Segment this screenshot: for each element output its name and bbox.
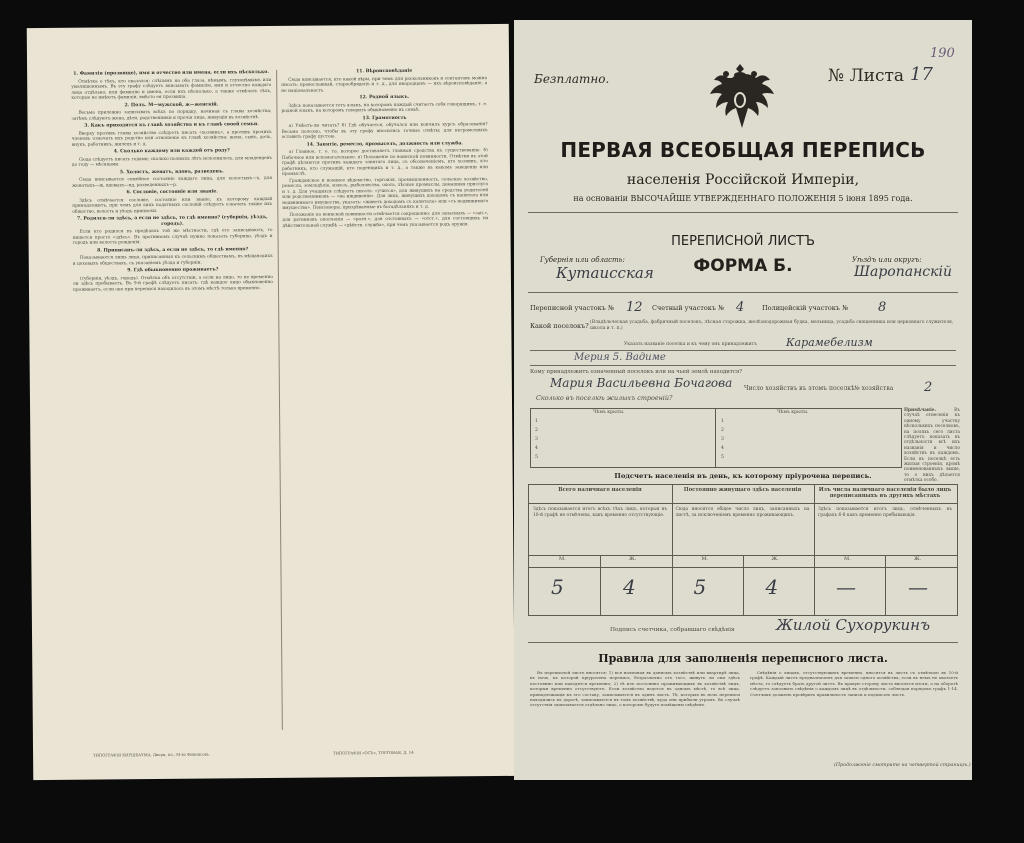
census-area-label: Переписной участокъ №	[530, 304, 615, 312]
district-label: Уѣздъ или округъ:	[852, 256, 922, 264]
building-row-number: 4	[535, 446, 538, 451]
right-footer-imprint: ТИПОГРАФІЯ «ОСЪ», ТОРГОВАЯ, Д. 14	[333, 749, 414, 756]
section-text: а) Главное, т. е. то, которое доставляетъ главныя средства къ существованію. б) Побочное или вспомогательное. в) Положеніе по воинской повинности. Отмѣтки въ этой графѣ дѣлаются противъ каждаго занятаго лица, съ обозначеніемъ, кто хозяинъ, кто работникъ, кто служащій, кто поденщикъ и т. д., а также въ какомъ заведеніи или промыслѣ.	[281, 148, 488, 177]
count-col-desc: Сюда вносится общее число лицъ, записанныхъ на листѣ, за исключеніемъ временно проживающихъ.	[675, 507, 810, 518]
rules-column-2	[750, 670, 958, 762]
settlement-line-2: Мерия 5. Вадиме	[574, 352, 666, 363]
section-heading: 14. Занятіе, ремесло, промыселъ, должность или служба.	[306, 140, 463, 148]
section-text: Гражданское и военное вѣдомство, торговля, промышленность, сельское хозяйство, ремесла, земледѣліе, извозъ, рыболовство, охота, лѣсные промыслы, домашняя прислуга и т. д. Для учащихся слѣдуетъ писать: «учится», для живущихъ на средства родителей или родственниковъ — «на иждивеніи». Для лицъ, живущихъ доходомъ съ капитала или недвижимаго имущества, указать: «живетъ доходомъ съ капитала» или «съ недвижимаго имущества». Пенсіонеры, призрѣваемые въ богадѣльняхъ и т. д.	[282, 176, 489, 211]
section-heading: 13. Грамотность	[362, 115, 407, 121]
rules-text-2: Свѣдѣнія о лицахъ, отсутствующихъ временно, вносятся въ листъ съ отмѣткою въ 10-й графѣ. Каждый листъ предназначенъ для записи одного хозяйства; если въ немъ не хватаетъ мѣста, то слѣдуетъ брать другой листъ. Въ правую сторону листа вносятся итоги, а на оборотѣ слѣдуетъ заполнить свѣдѣнія о каждомъ лицѣ въ отдѣльности, соблюдая порядокъ графъ 1-14. Счетчикъ долженъ провѣрить правильность записи и подписать листъ.	[750, 670, 958, 697]
left-footer-imprint: ТИПОГРАФІЯ КИРШБАУМА, Дворц. пл., М-во Финансовъ.	[93, 751, 211, 758]
section-text: Здѣсь показывается тотъ языкъ, на которомъ каждый считаетъ себя говорящимъ, т. е. родной языкъ, на которомъ говоритъ обыкновенно въ семьѣ.	[281, 101, 488, 114]
count-m-value: 5	[693, 575, 707, 599]
left-column-2	[281, 66, 493, 736]
building-row-number: 2	[721, 428, 724, 433]
note-text: Въ случаѣ отнесенія къ одному участку нѣсколькихъ поселковъ, на поляхъ сего листа слѣдуетъ показать въ отдѣльности всѣ ихъ названія и число хозяйствъ въ каждомъ. Если въ поселкѣ есть жилыя строенія, кромѣ поименованныхъ выше, то о нихъ дѣлается отмѣтка особо.	[904, 408, 960, 484]
count-header: Подсчетъ населенія въ день, къ которому пріурочена перепись.	[614, 472, 872, 480]
section-heading: 8. Приписанъ-ли здѣсь, а если не здѣсь, то гдѣ именно?	[97, 246, 249, 254]
section-text: Сюда вписывается семейное состояніе каждаго лица, для холостыхъ—х, для женатыхъ—ж, вдовыхъ—вд, разведенныхъ—р.	[72, 175, 273, 189]
count-m-label: М.	[559, 556, 566, 562]
rules-title: Правила для заполненія переписного листа.	[598, 652, 888, 665]
building-row-number: 5	[535, 455, 538, 460]
section-text: Если кто родился въ предѣлахъ той же мѣстности, гдѣ его записываютъ, то пишется просто «здѣсь». Въ противномъ случаѣ нужно показать губернію, уѣздъ и городъ или волость рожденія.	[72, 227, 273, 246]
form-title-2: ФОРМА Б.	[693, 256, 793, 276]
police-area-label: Полицейскій участокъ №	[762, 304, 849, 312]
count-f-label: Ж.	[914, 556, 922, 562]
rules-column-1	[530, 670, 740, 770]
settlement-rule-2	[530, 365, 956, 366]
count-col-head: Всего наличнаго населенія	[558, 487, 642, 493]
census-area-value: 12	[626, 300, 643, 315]
settlement-name-hint: Указать названіе поселка и къ чему онъ принадлежитъ	[624, 342, 757, 347]
section-text: Сюда вписывается, кто какой вѣры, при чемъ для раскольниковъ и сектантовъ можно писать: православный, старообрядецъ и т. д., для инородцевъ — ихъ вѣроисповѣданіе, а не національность.	[281, 75, 488, 94]
count-col-head: Постоянно живущаго здѣсь населенія	[683, 487, 802, 493]
count-f-label: Ж.	[771, 556, 779, 562]
section-heading: 11. Вѣроисповѣданіе	[356, 68, 413, 75]
district-value: Шаропанскій	[854, 264, 952, 280]
count-col-desc: Здѣсь показывается итогъ лицъ, отмѣченныхъ въ графахъ 6-8 какъ временно пребывающія.	[818, 507, 952, 518]
form-title-1: ПЕРЕПИСНОЙ ЛИСТЪ	[671, 234, 815, 249]
count-m-value: 5	[551, 575, 564, 599]
count-f-value: —	[908, 575, 928, 599]
owner-label: Кому принадлежитъ означенный поселокъ или на чьей землѣ находится?	[530, 369, 743, 375]
settlement-value: Карамебелизм	[786, 336, 873, 349]
households-label: Число хозяйствъ въ этомъ поселкѣ	[744, 385, 855, 392]
rules-text-1: Въ переписной листъ вносятся: 1) вся наличная въ данномъ хозяйствѣ или квартирѣ лица, въ ночь, къ которой пріурочена перепись, безразлично отъ того, живутъ ли они здѣсь постоянно или находятся временно; 2) тѣ изъ постоянно проживающихъ въ хозяйствѣ лицъ, которыя временно отсутствуютъ. Если хозяйство ведется въ одномъ мѣстѣ, то всѣ лица, принадлежащія къ его составу, записываются въ одинъ листъ. Тѣ, которыя въ ночь переписи находились въ дорогѣ, записываются въ томъ хозяйствѣ, куда они прибыли утромъ. Въ случаѣ отсутствія записывается отдѣльно лицо, о которомъ будутъ помѣщены свѣдѣнія.	[530, 670, 740, 708]
section-text: а) Умѣетъ-ли читать? б) Гдѣ обучается, обучался или кончилъ курсъ образованія? Весьма полезно, чтобы въ эту графу вносились точные отвѣты; для неграмотныхъ оставить графу пустою.	[281, 122, 488, 140]
left-column-1	[71, 68, 277, 738]
sheet-number-label: № Листа	[828, 66, 905, 86]
census-basis: на основаніи ВЫСОЧАЙШЕ УТВЕРЖДЕННАГО ПОЛОЖЕНІЯ 5 іюня 1895 года.	[573, 194, 913, 203]
left-page	[27, 24, 516, 780]
household-number-value: 2	[924, 380, 933, 395]
sheet-number-value: 17	[910, 64, 933, 85]
province-value: Кутаисская	[556, 264, 654, 282]
count-table	[528, 484, 958, 616]
province-label: Губернія или область:	[540, 256, 625, 264]
section-text: (губернія, уѣздъ, городъ). Отмѣтка объ отсутствіи, а если на лицо, то не временно ли здѣсь пребываетъ. Въ 9-й графѣ слѣдуетъ писать: гдѣ каждое лицо обыкновенно проживаетъ, если оно при переписи находилось въ этомъ мѣстѣ только временно.	[72, 274, 273, 293]
section-text: Положеніе по воинской повинности отмѣчается сокращенно: для запасныхъ — «зап.», для ратниковъ ополченія — «ратн.», для отставныхъ — «отст.», для состоящихъ на дѣйствительной службѣ — «дѣйств. служба», при чемъ указывается родъ оружія.	[282, 210, 489, 229]
free-label: Безплатно.	[534, 72, 610, 86]
section-heading: 3. Какъ приходится къ главѣ хозяйства и къ главѣ своей семьи.	[84, 122, 259, 129]
building-row-number: 1	[535, 419, 538, 424]
count-f-value: 4	[623, 575, 636, 599]
imperial-eagle-emblem	[704, 60, 776, 136]
signature-value: Жилой Сухорукинъ	[776, 616, 930, 634]
building-row-number: 5	[721, 455, 724, 460]
settlement-label: Какой поселокъ?	[530, 322, 589, 330]
section-text: Здѣсь отмѣчается сословіе, состояніе или званіе, къ которому каждый принадлежитъ, при чемъ для лицъ податныхъ сословій слѣдуетъ означать также ихъ общество, волость и уѣздъ приписки.	[72, 196, 273, 215]
building-row-number: 2	[535, 428, 538, 433]
count-f-value: 4	[765, 575, 779, 599]
count-f-label: Ж.	[629, 556, 637, 562]
buildings-col-a: Чѣмъ крыты.	[593, 410, 625, 415]
section-heading: 2. Полъ. М—мужской, ж—женскій.	[124, 101, 219, 108]
section-heading: 12. Родной языкъ.	[359, 94, 410, 101]
building-row-number: 1	[721, 419, 724, 424]
section-heading: 9. Гдѣ обыкновенно проживаетъ?	[127, 267, 219, 274]
signature-rule	[528, 642, 958, 643]
location-rule	[528, 292, 958, 293]
census-subtitle: населенія Россійской Имперіи,	[626, 172, 860, 188]
header-rule	[528, 212, 958, 213]
section-heading: 7. Родился-ли здѣсь, а если не здѣсь, то гдѣ именно? (губернія, уѣздъ, городъ).	[76, 215, 268, 227]
settlement-rule	[530, 350, 956, 351]
count-m-value: —	[836, 575, 856, 599]
building-row-number: 4	[721, 446, 724, 451]
section-heading: 5. Холостъ, женатъ, вдовъ, разведенъ.	[119, 168, 225, 175]
section-text: Показываются лишь лица, приписанныя къ сельскимъ обществамъ, въ мѣщанскихъ и цеховыхъ обществахъ, съ указаніемъ уѣзда и губерніи.	[72, 253, 273, 267]
census-title: ПЕРВАЯ ВСЕОБЩАЯ ПЕРЕПИСЬ	[560, 138, 926, 162]
police-area-value: 8	[878, 300, 887, 315]
counting-area-value: 4	[736, 300, 745, 315]
signature-label: Подпись счетчика, собравшаго свѣдѣнія	[610, 627, 735, 633]
household-number-label: № хозяйства	[854, 385, 894, 392]
note-head: Примѣчаніе.	[904, 408, 936, 413]
section-text: Сюда слѣдуетъ писать годами; сколько полныхъ лѣтъ исполнилось, для младенцевъ до году — мѣсяцами.	[71, 155, 272, 168]
settlement-hint: (Владѣльческая усадьба, фабричный поселокъ, лѣсная сторожка, желѣзнодорожная будка, мельница, усадьба священника или церковнаго служителя, школа и т. п.)	[590, 320, 954, 331]
buildings-rows-b	[721, 417, 724, 462]
section-text: Отмѣтка о тѣхъ, кто оказался: слѣпымъ на оба глаза, нѣмымъ, глухонѣмымъ или умалишеннымъ. Въ эту графу слѣдуетъ вписывать фамилію, имя и отчество каждаго лица отдѣльно, или фамилію и имена, если ихъ нѣсколько, а также отмѣчать тѣхъ, которые не имѣютъ фамиліи, вмѣсто ея прозвища.	[71, 77, 272, 101]
counting-area-label: Счетный участокъ №	[652, 304, 725, 312]
corner-mark: 190	[930, 46, 955, 61]
building-row-number: 3	[721, 437, 724, 442]
owner-value: Мария Васильевна Бочагова	[550, 376, 733, 390]
section-heading: 1. Фамилія (прозвище), имя и отчество или имена, если ихъ нѣсколько.	[73, 70, 269, 77]
section-text: Вверху противъ главы хозяйства слѣдуетъ писать «хозяинъ», а противъ прочихъ членовъ означать ихъ родство или отношеніе къ главѣ хозяйства: жена, сынъ, дочь, внукъ, работникъ, жилецъ и т. д.	[71, 129, 272, 148]
count-m-label: М.	[844, 556, 851, 562]
count-col-desc: Здѣсь показывается итогъ всѣхъ тѣхъ лицъ, которыя въ 10-й графѣ не отмѣчены, какъ временно отсутствующіе.	[533, 507, 667, 518]
section-heading: 6. Сословіе, состояніе или званіе.	[126, 189, 218, 196]
section-text: Весьма прилежно записывать всѣхъ по порядку, начиная съ главы хозяйства; затѣмъ слѣдуютъ жена, дѣти, родственники и прочія лица, живущія въ хозяйствѣ.	[71, 108, 272, 122]
dwellings-label: Сколько въ поселкѣ жилыхъ строеній?	[536, 394, 673, 402]
count-col-head: Изъ числа наличнаго населенія было лицъ переписанныхъ въ другихъ мѣстахъ	[818, 487, 952, 499]
building-row-number: 3	[535, 437, 538, 442]
buildings-table	[530, 408, 902, 468]
rules-continuation: (Продолженіе смотрите на четвертой страницѣ.)	[834, 763, 971, 768]
section-heading: 4. Сколько каждому или каждой отъ роду?	[113, 148, 230, 155]
buildings-col-b: Чѣмъ крыты.	[777, 410, 809, 415]
buildings-rows-a	[535, 417, 538, 462]
right-page	[514, 20, 972, 780]
count-m-label: М.	[701, 556, 709, 562]
